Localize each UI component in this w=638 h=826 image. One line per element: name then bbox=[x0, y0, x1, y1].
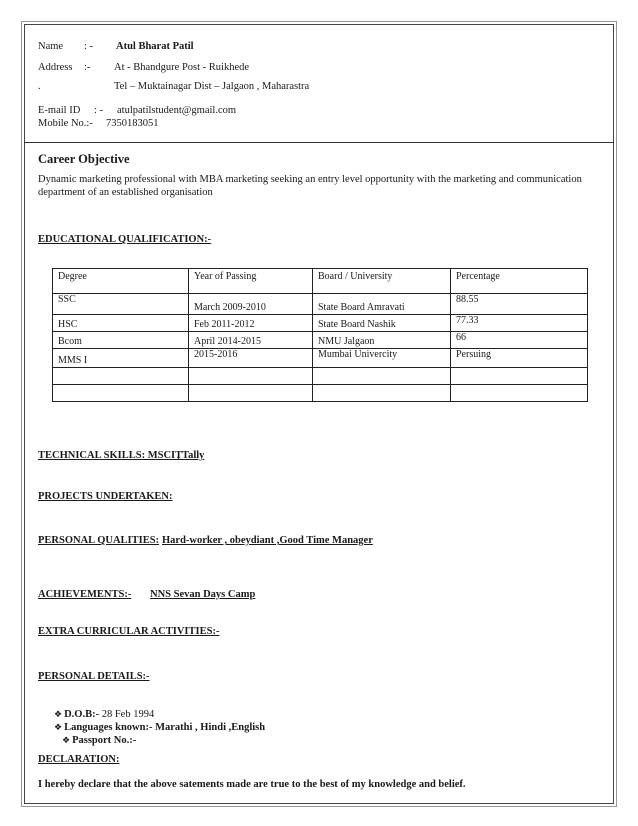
technical-skills-value: , Tally bbox=[177, 450, 205, 461]
table-cell: April 2014-2015 bbox=[189, 332, 313, 349]
table-cell: Bcom bbox=[53, 332, 189, 349]
table-cell: 77.33 bbox=[451, 315, 588, 332]
table-cell: Mumbai Univercity bbox=[313, 349, 451, 368]
name-label: Name bbox=[38, 41, 64, 52]
career-objective-heading: Career Objective bbox=[38, 152, 130, 166]
table-cell: State Board Amravati bbox=[313, 294, 451, 315]
career-objective-text: Dynamic marketing professional with MBA marketing seeking an entry level opportunity with the marketing and communication department of an established organisation bbox=[38, 174, 582, 198]
table-cell bbox=[189, 385, 313, 402]
address-colon: :- bbox=[84, 62, 91, 73]
table-cell: Feb 2011-2012 bbox=[189, 315, 313, 332]
technical-skills-heading: TECHNICAL SKILLS: MSCIT bbox=[38, 450, 183, 461]
table-cell: 88.55 bbox=[451, 294, 588, 315]
diamond-bullet-icon: ❖ bbox=[54, 722, 63, 732]
achievements-value: NNS Sevan Days Camp bbox=[150, 589, 256, 600]
table-cell bbox=[451, 368, 588, 385]
diamond-bullet-icon: ❖ bbox=[54, 709, 63, 719]
passport-label: Passport No.:- bbox=[72, 735, 137, 746]
achievements-heading: ACHIEVEMENTS:- bbox=[38, 589, 132, 600]
table-cell: March 2009-2010 bbox=[189, 294, 313, 315]
mobile-label: Mobile No.:- bbox=[38, 118, 93, 129]
passport-item bbox=[62, 734, 136, 747]
address-line-2: Tel – Muktainagar Dist – Jalgaon , Maharastra bbox=[114, 81, 310, 92]
projects-heading: PROJECTS UNDERTAKEN: bbox=[38, 491, 173, 502]
address-line-1: At - Bhandgure Post - Ruikhede bbox=[114, 62, 250, 73]
table-cell: SSC bbox=[53, 294, 189, 315]
table-cell: NMU Jalgaon bbox=[313, 332, 451, 349]
extra-curricular-heading: EXTRA CURRICULAR ACTIVITIES:- bbox=[38, 626, 220, 637]
column-header-board: Board / University bbox=[313, 269, 451, 294]
declaration-heading: DECLARATION: bbox=[38, 754, 120, 765]
dob-label: D.O.B:- bbox=[64, 709, 100, 720]
declaration-text: I hereby declare that the above satements made are true to the best of my knowledge and belief. bbox=[38, 779, 466, 790]
languages-label: Languages known:- bbox=[64, 722, 153, 733]
dob-value: 28 Feb 1994 bbox=[101, 709, 155, 720]
languages-item bbox=[54, 721, 265, 734]
personal-qualities-value: Hard-worker , obeydiant ,Good Time Manager bbox=[162, 535, 373, 546]
table-cell bbox=[313, 385, 451, 402]
table-cell: 66 bbox=[451, 332, 588, 349]
dob-item bbox=[54, 708, 154, 721]
table-cell bbox=[451, 385, 588, 402]
header-divider bbox=[24, 142, 614, 143]
address-dot: . bbox=[38, 81, 41, 92]
table-row bbox=[53, 294, 588, 315]
table-row bbox=[53, 315, 588, 332]
table-row bbox=[53, 368, 588, 385]
table-cell bbox=[189, 368, 313, 385]
column-header-percentage: Percentage bbox=[451, 269, 588, 294]
mobile-value: 7350183051 bbox=[106, 118, 159, 129]
column-header-degree: Degree bbox=[53, 269, 189, 294]
languages-value: Marathi , Hindi ,English bbox=[155, 722, 266, 733]
personal-qualities-heading: PERSONAL QUALITIES: bbox=[38, 535, 160, 546]
page-border bbox=[24, 24, 614, 804]
table-cell: Persuing bbox=[451, 349, 588, 368]
education-table bbox=[52, 268, 588, 402]
education-heading: EDUCATIONAL QUALIFICATION:- bbox=[38, 234, 212, 245]
table-row bbox=[53, 332, 588, 349]
table-cell bbox=[313, 368, 451, 385]
email-value[interactable]: atulpatilstudent@gmail.com bbox=[117, 105, 237, 116]
table-cell bbox=[53, 385, 189, 402]
name-colon: : - bbox=[84, 41, 94, 52]
table-header-row bbox=[53, 269, 588, 294]
address-label: Address bbox=[38, 62, 73, 73]
table-cell bbox=[53, 368, 189, 385]
email-colon: : - bbox=[94, 105, 104, 116]
column-header-year: Year of Passing bbox=[189, 269, 313, 294]
table-cell: MMS I bbox=[53, 349, 189, 368]
email-label: E-mail ID bbox=[38, 105, 81, 116]
personal-details-heading: PERSONAL DETAILS:- bbox=[38, 671, 150, 682]
table-cell: State Board Nashik bbox=[313, 315, 451, 332]
table-row bbox=[53, 349, 588, 368]
candidate-name: Atul Bharat Patil bbox=[116, 41, 194, 52]
diamond-bullet-icon: ❖ bbox=[62, 735, 71, 745]
table-cell: 2015-2016 bbox=[189, 349, 313, 368]
table-cell: HSC bbox=[53, 315, 189, 332]
table-row bbox=[53, 385, 588, 402]
